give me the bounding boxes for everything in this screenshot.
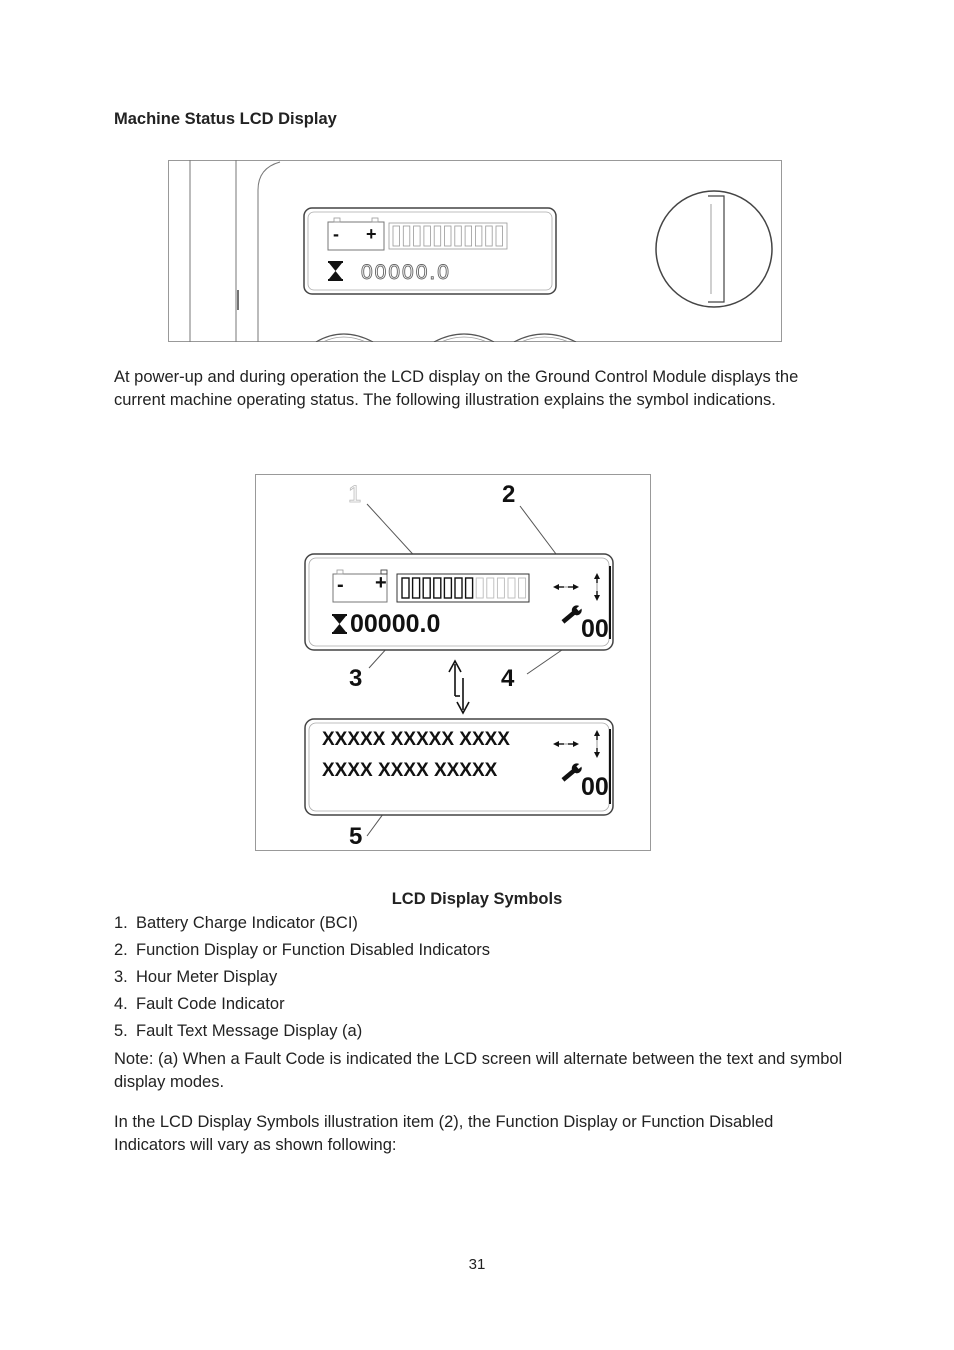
photo-battery-bar-segment	[434, 226, 441, 246]
battery-bar-segment	[413, 578, 420, 598]
hour-meter-display: 00000.0	[350, 610, 441, 638]
legend-item: 2. Function Display or Function Disabled Indicators	[114, 941, 491, 959]
legend-item: 3. Hour Meter Display	[114, 968, 278, 986]
lcd-symbol-mode	[305, 554, 613, 650]
fault-text-line-2: XXXX XXXX XXXXX	[322, 760, 498, 781]
battery-bar-segment	[519, 578, 526, 598]
battery-bar-segment	[402, 578, 409, 598]
photo-minus-sign: -	[333, 224, 339, 244]
photo-plus-sign: +	[366, 224, 377, 244]
photo-battery-bar-segment	[465, 226, 472, 246]
battery-bar-segment	[497, 578, 504, 598]
battery-bar-segment	[466, 578, 473, 598]
symbol-legend	[114, 912, 490, 1047]
photo-battery-bar-segment	[393, 226, 400, 246]
footnote: Note: (a) When a Fault Code is indicated the LCD screen will alternate between the text and symbol display modes.	[114, 1050, 843, 1091]
photo-battery-bar-segment	[455, 226, 462, 246]
legend-item: 1. Battery Charge Indicator (BCI)	[114, 914, 358, 932]
battery-bar-segment	[508, 578, 515, 598]
battery-bar-segment	[434, 578, 441, 598]
callout-5: 5	[349, 823, 363, 850]
battery-bar-segment	[455, 578, 462, 598]
lcd-text-mode	[305, 719, 613, 815]
callout-2: 2	[502, 481, 516, 508]
battery-bar-segment	[476, 578, 483, 598]
closing-paragraph: In the LCD Display Symbols illustration item (2), the Function Display or Function Disabled Indicators will vary as shown following:	[114, 1113, 774, 1154]
callout-4: 4	[501, 665, 515, 692]
control-module-illustration	[168, 160, 782, 342]
fault-code-indicator-text-mode: 00	[581, 773, 609, 801]
figure-caption: LCD Display Symbols	[391, 890, 563, 908]
photo-battery-bar-segment	[424, 226, 431, 246]
battery-bar-segment	[487, 578, 494, 598]
legend-item: 5. Fault Text Message Display (a)	[114, 1022, 363, 1040]
callout-1: 1	[348, 481, 362, 508]
battery-bar-segment	[423, 578, 430, 598]
photo-battery-bar-segment	[414, 226, 421, 246]
section-heading: Machine Status LCD Display	[114, 110, 337, 128]
photo-battery-bar-segment	[403, 226, 410, 246]
photo-battery-bar-segment	[475, 226, 482, 246]
fault-text-line-1: XXXXX XXXXX XXXX	[322, 729, 510, 750]
photo-battery-bars	[389, 223, 507, 249]
legend-item: 4. Fault Code Indicator	[114, 995, 285, 1013]
photo-hour-meter: 00000.0	[361, 261, 451, 284]
callout-3: 3	[349, 665, 363, 692]
battery-bar-segment	[444, 578, 451, 598]
photo-battery-bar-segment	[486, 226, 493, 246]
lcd-symbols-figure	[255, 474, 651, 851]
photo-battery-bar-segment	[445, 226, 452, 246]
lcd-plus-sign: +	[375, 572, 387, 594]
fault-code-indicator: 00	[581, 615, 609, 643]
lcd-minus-sign: -	[337, 574, 344, 596]
intro-paragraph: At power-up and during operation the LCD display on the Ground Control Module displays the current machine operating status. The following illustration explains the symbol indications.	[114, 368, 799, 409]
photo-battery-bar-segment	[496, 226, 503, 246]
page-number: 31	[468, 1256, 486, 1273]
